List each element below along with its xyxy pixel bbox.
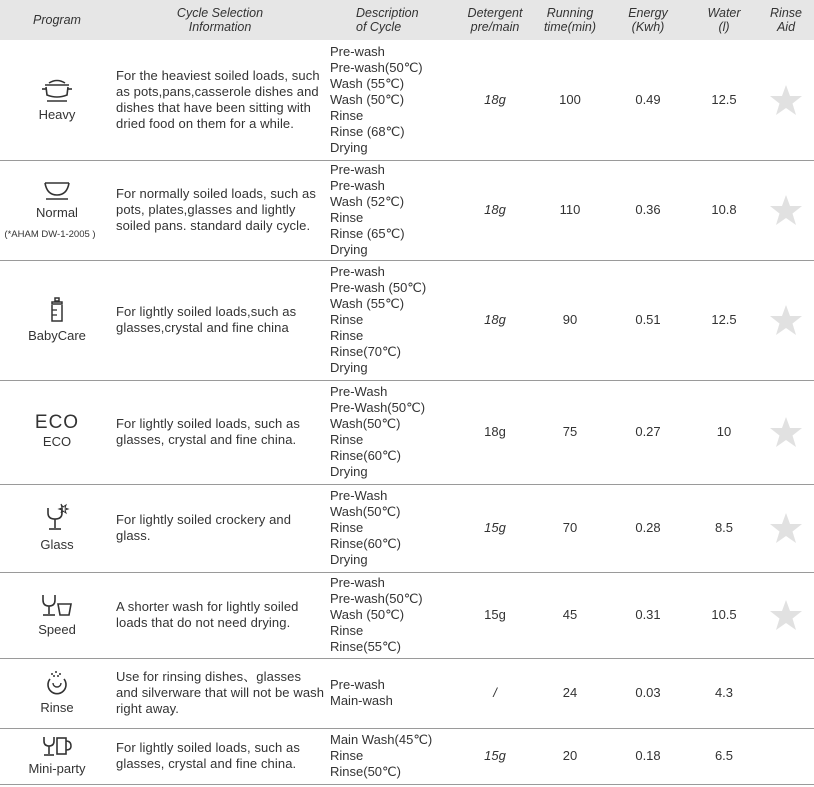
water-value: 10.5 <box>690 572 758 658</box>
water-value: 12.5 <box>690 260 758 380</box>
cycle-steps <box>326 658 456 728</box>
water-value: 8.5 <box>690 484 758 572</box>
step: Pre-wash <box>330 575 385 590</box>
table-row <box>0 40 814 160</box>
header-program <box>0 0 114 40</box>
table-header-row <box>0 0 814 40</box>
program-name: Rinse <box>40 700 74 715</box>
step: Wash (50℃) <box>330 91 405 107</box>
cycle-info: A shorter wash for lightly soiled loads that do not need drying. <box>114 572 326 658</box>
program-cell-speed <box>0 572 114 658</box>
detergent-value: 15g <box>456 728 534 784</box>
bowl-icon <box>41 177 73 201</box>
step: Main Wash(45℃) <box>330 732 433 747</box>
step: Pre-wash <box>330 264 385 279</box>
rinse-aid-cell <box>758 572 814 658</box>
mini-party-icon <box>41 735 73 757</box>
rinse-aid-cell <box>758 160 814 260</box>
water-value: 10 <box>690 380 758 484</box>
star-icon <box>769 304 803 336</box>
header-rinse-line1: Rinse <box>770 6 802 20</box>
table-row <box>0 260 814 380</box>
header-det-line2: pre/main <box>470 20 520 34</box>
program-cell-mini-party <box>0 728 114 784</box>
glass-cup-icon <box>40 592 74 618</box>
header-desc-line1: Description <box>356 6 419 20</box>
step: Rinse <box>330 748 364 763</box>
header-time-line2: time(min) <box>543 20 597 34</box>
step: Drying <box>330 552 368 567</box>
header-rinse-line2: Aid <box>776 20 796 34</box>
step: Drying <box>330 242 368 257</box>
step: Wash(50℃) <box>330 504 401 519</box>
step: Pre-Wash <box>330 488 388 503</box>
energy-value: 0.03 <box>606 658 690 728</box>
running-time-value: 20 <box>534 728 606 784</box>
header-program-label: Program <box>33 13 81 27</box>
cycle-info: For lightly soiled loads, such as glasses, crystal and fine china. <box>114 380 326 484</box>
step: Drying <box>330 464 368 479</box>
step: Rinse(50℃) <box>330 764 401 779</box>
running-time-value: 90 <box>534 260 606 380</box>
water-value: 6.5 <box>690 728 758 784</box>
header-info <box>114 0 326 40</box>
cycle-steps <box>326 728 456 784</box>
step: Pre-wash(50℃) <box>330 59 423 75</box>
step: Rinse <box>330 328 364 343</box>
cycle-steps <box>326 260 456 380</box>
detergent-value: 18g <box>456 260 534 380</box>
detergent-value: / <box>456 658 534 728</box>
header-energy-line2: (Kwh) <box>631 20 665 34</box>
table-row <box>0 658 814 728</box>
wine-glass-icon <box>44 503 70 533</box>
header-info-line2: Information <box>188 20 252 34</box>
header-time-line1: Running <box>546 6 594 20</box>
header-det-line1: Detergent <box>467 6 523 20</box>
program-name: Speed <box>38 622 76 637</box>
cycle-steps <box>326 40 456 160</box>
header-energy-line1: Energy <box>628 6 668 20</box>
energy-value: 0.36 <box>606 160 690 260</box>
running-time-value: 70 <box>534 484 606 572</box>
step: Rinse <box>330 107 364 123</box>
step: Rinse <box>330 623 364 638</box>
energy-value: 0.18 <box>606 728 690 784</box>
header-description <box>326 0 456 40</box>
header-detergent <box>456 0 534 40</box>
detergent-value: 15g <box>456 572 534 658</box>
rinse-aid-cell <box>758 40 814 160</box>
step: Wash (50℃) <box>330 607 405 622</box>
program-cell-normal <box>0 160 114 260</box>
program-name: Normal <box>36 205 78 220</box>
detergent-value: 18g <box>456 380 534 484</box>
step: Rinse (68℃) <box>330 123 405 139</box>
step: Wash (52℃) <box>330 194 405 209</box>
step: Wash(50℃) <box>330 416 401 431</box>
step: Rinse <box>330 432 364 447</box>
running-time-value: 45 <box>534 572 606 658</box>
energy-value: 0.31 <box>606 572 690 658</box>
running-time-value: 24 <box>534 658 606 728</box>
program-cell-heavy <box>0 40 114 160</box>
rinse-aid-cell <box>758 728 814 784</box>
step: Rinse(60℃) <box>330 536 401 551</box>
table-row <box>0 728 814 784</box>
water-value: 12.5 <box>690 40 758 160</box>
cycle-info: For normally soiled loads, such as pots, plates,glasses and lightly soiled pans. standard daily cycle. <box>114 160 326 260</box>
cycle-steps <box>326 380 456 484</box>
program-cell-rinse <box>0 658 114 728</box>
step: Rinse(70℃) <box>330 344 401 359</box>
step: Rinse (65℃) <box>330 226 405 241</box>
table-row <box>0 572 814 658</box>
step: Pre-wash(50℃) <box>330 591 423 606</box>
table-row <box>0 160 814 260</box>
header-water-line2: (l) <box>718 20 730 34</box>
step: Main-wash <box>330 693 393 708</box>
energy-value: 0.51 <box>606 260 690 380</box>
header-rinse-aid <box>758 0 814 40</box>
program-name: BabyCare <box>28 328 86 343</box>
star-icon <box>769 416 803 448</box>
step: Pre-wash <box>330 162 385 177</box>
running-time-value: 100 <box>534 40 606 160</box>
cycle-info: For lightly soiled crockery and glass. <box>114 484 326 572</box>
header-running-time <box>534 0 606 40</box>
water-value: 4.3 <box>690 658 758 728</box>
rinse-aid-cell <box>758 260 814 380</box>
cycle-info: For lightly soiled loads,such as glasses,crystal and fine china <box>114 260 326 380</box>
program-name: ECO <box>42 433 72 449</box>
step: Wash (55℃) <box>330 75 405 91</box>
detergent-value: 15g <box>456 484 534 572</box>
step: Pre-wash (50℃) <box>330 280 427 295</box>
pot-icon <box>39 77 75 103</box>
step: Pre-wash <box>330 43 385 59</box>
header-water <box>690 0 758 40</box>
program-name: Mini-party <box>28 761 86 776</box>
step: Drying <box>330 360 368 375</box>
header-water-line1: Water <box>707 6 741 20</box>
eco-icon: ECO <box>34 411 80 433</box>
program-note: (*AHAM DW-1-2005 ) <box>4 229 96 240</box>
running-time-value: 75 <box>534 380 606 484</box>
step: Rinse <box>330 210 364 225</box>
program-cell-glass <box>0 484 114 572</box>
program-cell-babycare <box>0 260 114 380</box>
cycle-info: For lightly soiled loads, such as glasses, crystal and fine china. <box>114 728 326 784</box>
step: Pre-Wash(50℃) <box>330 400 426 415</box>
program-name: Heavy <box>38 106 76 122</box>
energy-value: 0.27 <box>606 380 690 484</box>
detergent-value: 18g <box>456 160 534 260</box>
program-name: Glass <box>40 537 74 552</box>
running-time-value: 110 <box>534 160 606 260</box>
rinse-aid-cell <box>758 484 814 572</box>
star-icon <box>769 512 803 544</box>
table-row <box>0 484 814 572</box>
cycle-steps <box>326 484 456 572</box>
table-row <box>0 380 814 484</box>
rinse-aid-cell <box>758 658 814 728</box>
step: Rinse(55℃) <box>330 639 401 654</box>
step: Pre-wash <box>330 677 385 692</box>
step: Drying <box>330 139 368 155</box>
energy-value: 0.28 <box>606 484 690 572</box>
header-desc-line2: of Cycle <box>356 20 402 34</box>
step: Rinse <box>330 520 364 535</box>
baby-bottle-icon <box>47 296 67 324</box>
star-icon <box>769 599 803 631</box>
water-value: 10.8 <box>690 160 758 260</box>
energy-value: 0.49 <box>606 40 690 160</box>
program-cell-eco <box>0 380 114 484</box>
header-info-line1: Cycle Selection <box>176 6 264 20</box>
cycle-steps <box>326 160 456 260</box>
step: Pre-wash <box>330 178 385 193</box>
step: Pre-Wash <box>330 384 388 399</box>
detergent-value: 18g <box>456 40 534 160</box>
step: Rinse <box>330 312 364 327</box>
cycle-info: For the heaviest soiled loads, such as pots,pans,casserole dishes and dishes that have been sitting with dried food on them for a while. <box>114 40 326 160</box>
star-icon <box>769 194 803 226</box>
cycle-info: Use for rinsing dishes、glasses and silverware that will not be wash right away. <box>114 658 326 728</box>
header-energy <box>606 0 690 40</box>
rinse-aid-cell <box>758 380 814 484</box>
rinse-icon <box>44 670 70 696</box>
step: Wash (55℃) <box>330 296 405 311</box>
star-icon <box>769 84 803 116</box>
step: Rinse(60℃) <box>330 448 401 463</box>
cycle-steps <box>326 572 456 658</box>
